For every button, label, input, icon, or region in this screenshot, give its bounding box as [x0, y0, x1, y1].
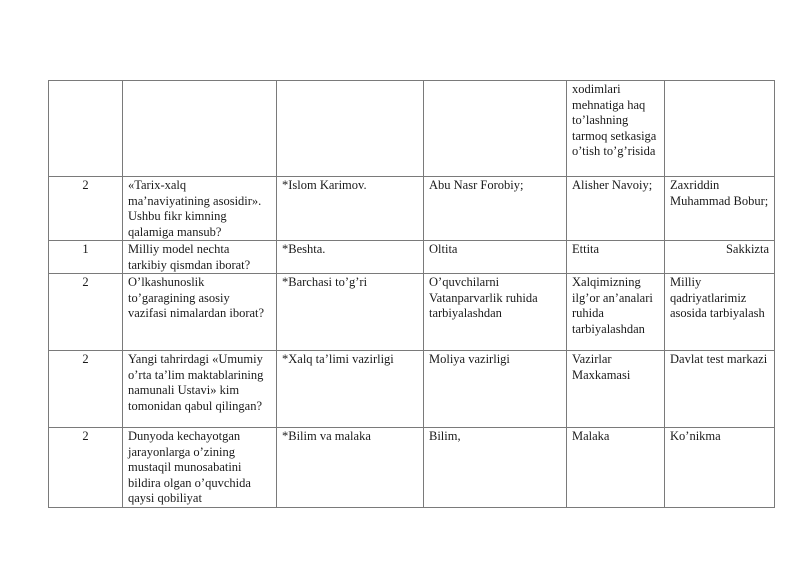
option-c-cell: Vazirlar Maxkamasi — [567, 351, 665, 428]
option-d-cell: Sakkizta — [665, 241, 775, 274]
table-row — [49, 177, 775, 241]
table-row — [49, 274, 775, 351]
quiz-table — [48, 80, 775, 508]
correct-answer-cell: *Barchasi to’g’ri — [277, 274, 424, 351]
option-c-cell: Alisher Navoiy; — [567, 177, 665, 241]
score-cell: 2 — [49, 428, 123, 508]
correct-answer-cell: *Bilim va malaka — [277, 428, 424, 508]
option-d-cell: Milliy qadriyatlarimiz asosida tarbiyalash — [665, 274, 775, 351]
option-d-cell — [665, 81, 775, 177]
option-d-cell: Davlat test markazi — [665, 351, 775, 428]
question-cell: Milliy model nechta tarkibiy qismdan iborat? — [123, 241, 277, 274]
question-cell: Dunyoda kechayotgan jarayonlarga o’zining mustaqil munosabatini bildira olgan o’quvchida qaysi qobiliyat — [123, 428, 277, 508]
option-c-cell: Xalqimizning ilg’or an’analari ruhida tarbiyalashdan — [567, 274, 665, 351]
correct-answer-cell: *Beshta. — [277, 241, 424, 274]
question-cell: Yangi tahrirdagi «Umumiy o’rta ta’lim maktablarining namunali Ustavi» kim tomonidan qabul qilingan? — [123, 351, 277, 428]
score-cell — [49, 81, 123, 177]
correct-answer-cell: *Xalq ta’limi vazirligi — [277, 351, 424, 428]
option-b-cell: O’quvchilarni Vatanparvarlik ruhida tarbiyalashdan — [424, 274, 567, 351]
option-b-cell: Abu Nasr Forobiy; — [424, 177, 567, 241]
table-row — [49, 81, 775, 177]
question-cell: O’lkashunoslik to’garagining asosiy vazifasi nimalardan iborat? — [123, 274, 277, 351]
table-row — [49, 351, 775, 428]
option-d-cell: Ko’nikma — [665, 428, 775, 508]
table-row — [49, 241, 775, 274]
question-cell: «Tarix-xalq ma’naviyatining asosidir». Ushbu fikr kimning qalamiga mansub? — [123, 177, 277, 241]
option-b-cell: Bilim, — [424, 428, 567, 508]
correct-answer-cell — [277, 81, 424, 177]
correct-answer-cell: *Islom Karimov. — [277, 177, 424, 241]
score-cell: 2 — [49, 274, 123, 351]
score-cell: 2 — [49, 177, 123, 241]
score-cell: 2 — [49, 351, 123, 428]
option-b-cell — [424, 81, 567, 177]
option-c-cell: Ettita — [567, 241, 665, 274]
option-d-cell: Zaxriddin Muhammad Bobur; — [665, 177, 775, 241]
question-cell — [123, 81, 277, 177]
score-cell: 1 — [49, 241, 123, 274]
option-c-cell: xodimlari mehnatiga haq to’lashning tarmoq setkasiga o’tish to’g’risida — [567, 81, 665, 177]
option-b-cell: Oltita — [424, 241, 567, 274]
option-b-cell: Moliya vazirligi — [424, 351, 567, 428]
option-c-cell: Malaka — [567, 428, 665, 508]
table-row — [49, 428, 775, 508]
